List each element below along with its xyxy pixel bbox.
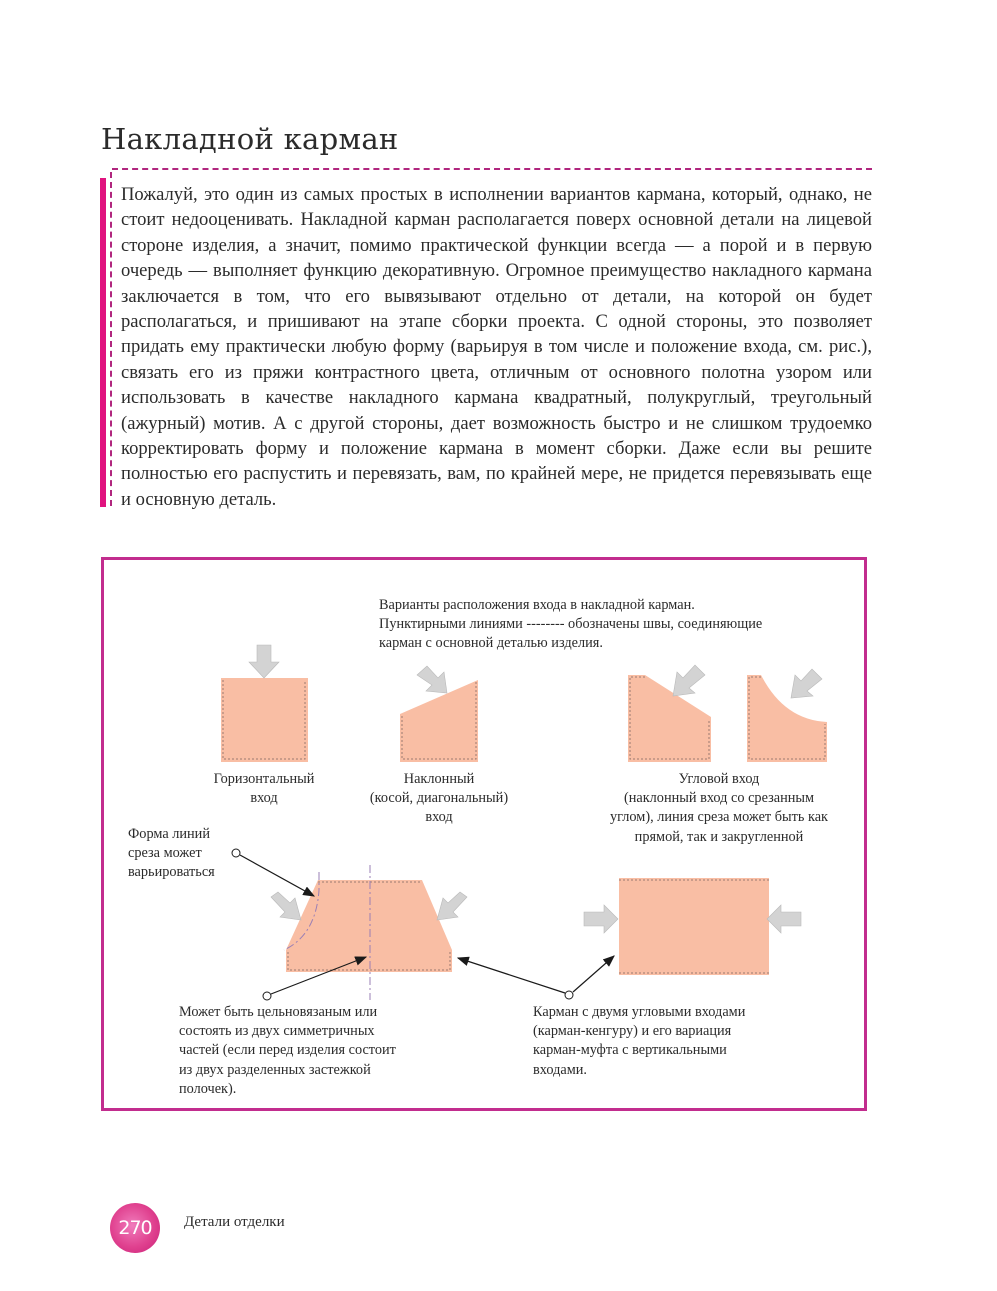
entry-arrow-icon [767,905,801,933]
pocket-horizontal [221,645,308,762]
intro-paragraph: Пожалуй, это один из самых простых в исполнении вариантов кармана, который, однако, не стоит недооценивать. Накладной карман располагается поверх основной детали на лицевой стороне изделия, а значит, помимо практической функции всегда — а порой и в первую очередь — выполняет функцию декоративную. Огромное преимущество накладного кармана заключается в том, что его вывязывают отдельно от детали, на которой он будет располагаться, и пришивают на этапе сборки проекта. С одной стороны, это позволяет придать ему практически любую форму (варьируя в том числе и положение входа, см. рис.), связать его из пряжи контрастного цвета, отличным от основного полотна узором или использовать в качестве накладного кармана квадратный, полукруглый, треугольный (ажурный) мотив. А с другой стороны, дает возможность быстро и не слишком трудоемко корректировать форму и положение кармана в момент сборки. Даже если вы решите полностью его распустить и перевязать, вам, по крайней мере, не придется перевязывать еще и основную деталь. [121,184,872,510]
caption-line: Пунктирными линиями -------- обозначены швы, соединяющие [379,616,763,633]
label-line: (карман-кенгуру) и его вариация [533,1023,732,1040]
label-line: прямой, так и закругленной [634,828,804,845]
entry-arrow-icon [417,666,447,693]
label-line: варьироваться [128,864,215,881]
label-horizontal [184,770,344,808]
entry-arrow-icon [584,905,618,933]
label-kangaroo [533,1003,745,1080]
pocket-shape [747,675,827,762]
label-cut-line [128,825,215,883]
label-line: вход [250,790,278,807]
label-line: (наклонный вход со срезанным [623,790,815,807]
label-line: входами. [533,1061,587,1078]
pocket-muff [584,878,801,975]
page-number-badge [110,1203,160,1253]
accent-bar [100,178,106,507]
label-line: Угловой вход [678,771,760,787]
entry-arrow-icon [791,669,822,698]
pocket-trapezoid [271,865,467,1000]
label-line: среза может [128,845,202,862]
label-line: Форма линий [128,826,210,842]
label-line: Может быть цельновязаным или [179,1004,378,1020]
label-line: из двух разделенных застежкой [179,1061,371,1078]
label-symmetric [179,1003,396,1099]
intro-block [100,168,872,508]
entry-arrow-icon [673,665,705,696]
figure-frame [101,557,867,1111]
pocket-corner-straight [628,665,711,762]
label-line: Горизонтальный [213,771,315,787]
label-slanted [349,770,529,828]
label-line: вход [425,809,453,826]
caption-line: Варианты расположения входа в накладной карман. [379,597,695,613]
label-line: углом), линия среза может быть как [609,809,828,826]
figure-caption [379,596,762,654]
entry-arrow-icon [271,892,301,920]
running-footer: Детали отделки [184,1214,285,1230]
page-title: Накладной карман [101,122,399,156]
label-corner [584,770,854,847]
label-line: полочек). [179,1080,237,1097]
pocket-shape [628,675,711,762]
pocket-shape [221,678,308,762]
caption-line: карман с основной деталью изделия. [379,635,603,652]
entry-arrow-icon [437,892,467,920]
label-line: состоять из двух симметричных [179,1023,375,1040]
dashed-left-rule [110,172,112,506]
pocket-shape [619,878,769,975]
label-line: (косой, диагональный) [369,790,509,807]
page-number: 270 [118,1217,152,1239]
dashed-top-rule [112,168,872,170]
label-line: частей (если перед изделия состоит [179,1042,396,1059]
label-line: Карман с двумя угловыми входами [533,1004,746,1020]
label-line: Наклонный [403,771,475,787]
pocket-slanted [400,666,478,762]
pocket-corner-curved [747,669,827,762]
entry-arrow-icon [249,645,279,678]
label-line: карман-муфта с вертикальными [533,1042,727,1059]
